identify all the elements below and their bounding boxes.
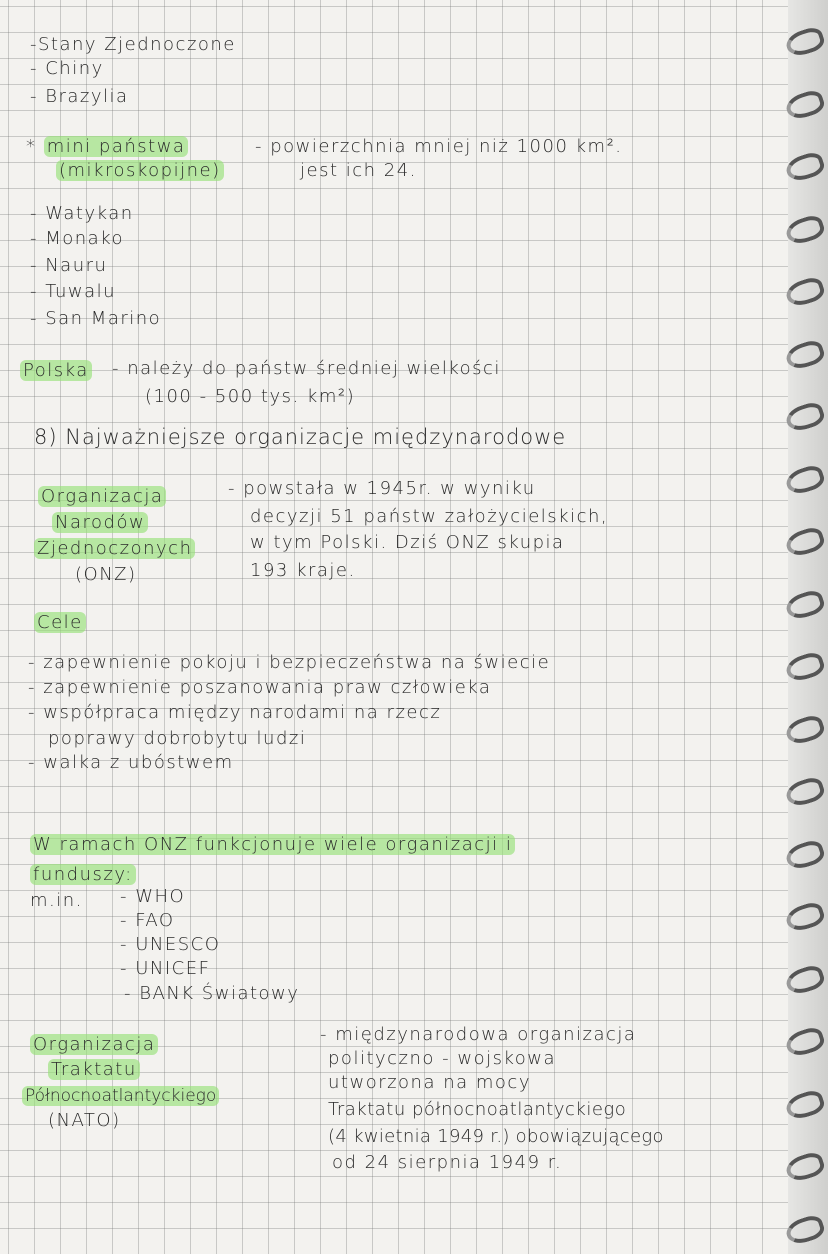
list-item: - Tuwalu: [30, 281, 117, 302]
list-item: - UNICEF: [120, 958, 211, 979]
list-item: - FAO: [120, 910, 175, 931]
list-item: - Brazylia: [30, 86, 129, 107]
list-item: - Monako: [30, 228, 124, 249]
spiral-ring-icon: [783, 900, 827, 935]
spiral-ring-icon: [783, 1150, 827, 1185]
spiral-ring-icon: [783, 400, 827, 435]
list-item: - Watykan: [30, 203, 134, 224]
spiral-ring-icon: [783, 587, 827, 622]
spiral-ring-icon: [783, 712, 827, 747]
nato-desc: polityczno - wojskowa: [328, 1048, 557, 1069]
onz-desc: w tym Polski. Dziś ONZ skupia: [250, 532, 565, 553]
highlight: Organizacja: [30, 1034, 158, 1055]
highlight: W ramach ONZ funkcjonuje wiele organizacji i: [30, 834, 515, 855]
poland-desc: - należy do państw średniej wielkości: [112, 358, 501, 379]
list-item: - San Marino: [30, 308, 162, 329]
spiral-ring-icon: [783, 212, 827, 247]
onz-name: (ONZ): [75, 564, 137, 585]
list-item: poprawy dobrobytu ludzi: [48, 728, 307, 749]
nato-name: [48, 1059, 140, 1081]
section-heading: 8) Najważniejsze organizacje międzynarodowe: [34, 425, 567, 449]
highlight: (mikroskopijne): [56, 160, 224, 181]
spiral-ring-icon: [783, 837, 827, 872]
list-item: - zapewnienie pokoju i bezpieczeństwa na świecie: [28, 652, 551, 673]
highlight: Organizacja: [38, 486, 166, 507]
highlight: Zjednoczonych: [34, 538, 195, 559]
spiral-ring-icon: [783, 525, 827, 560]
nato-desc: utworzona na mocy: [328, 1072, 531, 1093]
mini-states-term: * mini państwa: [26, 136, 188, 158]
highlight: Cele: [34, 612, 86, 633]
mini-states-desc: jest ich 24.: [300, 160, 417, 181]
notebook-spiral-binding: [788, 0, 828, 1254]
nato-desc: od 24 sierpnia 1949 r.: [332, 1152, 563, 1173]
agencies-intro: [30, 864, 136, 886]
list-item: - Nauru: [30, 255, 108, 276]
spiral-ring-icon: [783, 150, 827, 185]
agencies-intro: [30, 834, 515, 856]
list-item: - WHO: [120, 886, 186, 907]
list-item: -Stany Zjednoczone: [30, 34, 236, 55]
onz-desc: 193 kraje.: [250, 560, 356, 581]
spiral-ring-icon: [783, 1087, 827, 1122]
list-item: - Chiny: [30, 58, 104, 79]
spiral-ring-icon: [783, 25, 827, 60]
list-item: - zapewnienie poszanowania praw człowieka: [28, 677, 492, 698]
list-item: - współpraca między narodami na rzecz: [28, 702, 442, 723]
spiral-ring-icon: [783, 337, 827, 372]
onz-desc: - powstała w 1945r. w wyniku: [228, 478, 536, 499]
spiral-ring-icon: [783, 1212, 827, 1247]
onz-name: [34, 538, 195, 560]
list-item: - UNESCO: [120, 934, 221, 955]
mini-states-desc: - powierzchnia mniej niż 1000 km².: [255, 136, 623, 157]
nato-name: (NATO): [48, 1110, 121, 1131]
highlight: mini państwa: [44, 136, 189, 157]
spiral-ring-icon: [783, 1025, 827, 1060]
spiral-ring-icon: [783, 462, 827, 497]
spiral-ring-icon: [783, 650, 827, 685]
highlight: Polska: [20, 360, 92, 381]
poland-term: [20, 360, 92, 382]
nato-desc: - międzynarodowa organizacja: [320, 1024, 637, 1045]
goals-label: [34, 612, 86, 634]
mini-states-sub: [56, 160, 224, 182]
spiral-ring-icon: [783, 962, 827, 997]
spiral-ring-icon: [783, 275, 827, 310]
highlight: Narodów: [52, 512, 148, 533]
spiral-ring-icon: [783, 775, 827, 810]
onz-name: [38, 486, 166, 508]
highlight: Traktatu: [48, 1059, 140, 1080]
list-item: - BANK Światowy: [124, 983, 300, 1004]
agencies-prefix: m.in.: [30, 890, 83, 911]
nato-desc: (4 kwietnia 1949 r.) obowiązującego: [328, 1126, 664, 1147]
nato-name: [22, 1085, 219, 1107]
list-item: - walka z ubóstwem: [28, 752, 234, 773]
onz-name: [52, 512, 148, 534]
highlight: Północnoatlantyckiego: [22, 1086, 219, 1106]
highlight: funduszy:: [30, 864, 136, 885]
poland-desc: (100 - 500 tys. km²): [145, 386, 356, 407]
spiral-ring-icon: [783, 87, 827, 122]
onz-desc: decyzji 51 państw założycielskich,: [250, 506, 609, 527]
nato-name: [30, 1034, 158, 1056]
nato-desc: Traktatu północnoatlantyckiego: [328, 1099, 627, 1120]
